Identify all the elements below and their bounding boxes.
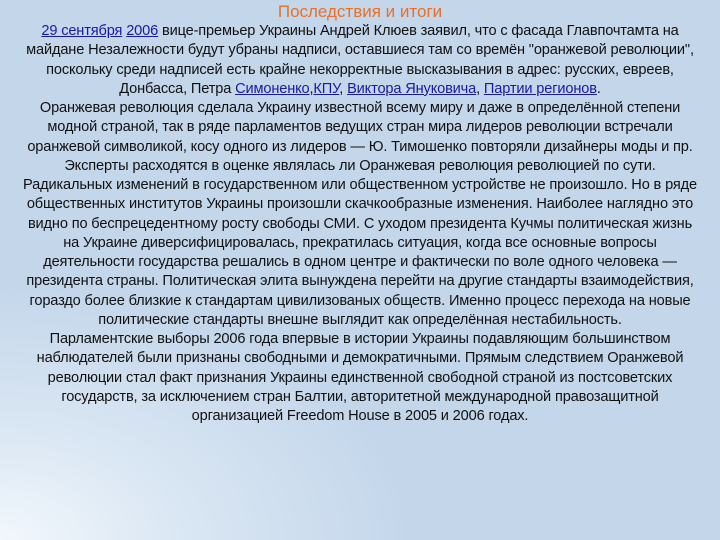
paragraph-fame: Оранжевая революция сделала Украину известной всему миру и даже в определённой степени модной страной, так в ряде парламентов ведущих стран мира лидеров революции встречали оранжевой символикой, косу одного из лидеров — Ю. Тимошенко повторяли дизайнеры моды и пр. [27,100,693,155]
link-date[interactable]: 29 сентября [41,23,123,39]
link-kpu[interactable]: КПУ [313,80,340,97]
paragraph-experts: Эксперты расходятся в оценке являлась ли Оранжевая революция революцией по сути. Радикальных изменений в государственном или общественном устройстве не произошло. Но в ряде общественных институтов Украины произошли скачкообразные изменения. Наиболее наглядно это видно по беспрецедентному росту свободы СМИ. С уходом президента Кучмы политическая жизнь на Украине диверсифицировалась, прекратилась ситуация, когда все основные вопросы деятельности государства решались в одном центре и фактически по воле одного человека — президента страны. Политическая элита вынуждена перейти на другие стандарты взаимодействия, гораздо более близкие к стандартам цивилизованых обществ. Именно процесс перехода на новые политические стандарты внешне выглядит как определённая нестабильность. [23,157,697,328]
link-yanukovich[interactable]: Виктора Януковича [347,80,477,97]
paragraph-elections: Парламентские выборы 2006 года впервые в истории Украины подавляющим большинством наблюдателей были признаны свободными и демократичными. Прямым следствием Оранжевой революции стал факт признания Украины единственной свободной страной из постсоветских государств, за исключением стран Балтии, авторитетной международной правозащитной организацией Freedom House в 2005 и 2006 годах. [36,331,684,424]
paragraph-kluev: 29 сентября 2006 вице-премьер Украины Андрей Клюев заявил, что с фасада Главпочтамта на майдане Незалежности будут убраны надписи, оставшиеся там со времён "оранжевой революции", поскольку среди надписей есть крайне некорректные высказывания в адрес: русских, евреев, Донбасса, Петра Симоненко,КПУ, Виктора Януковича, Партии регионов. [26,23,694,97]
link-regions[interactable]: Партии регионов [483,80,597,97]
slide-body [22,22,698,426]
link-year[interactable]: 2006 [126,23,159,39]
link-simonenko[interactable]: Симоненко [235,80,310,97]
slide-title: Последствия и итоги [277,2,443,21]
